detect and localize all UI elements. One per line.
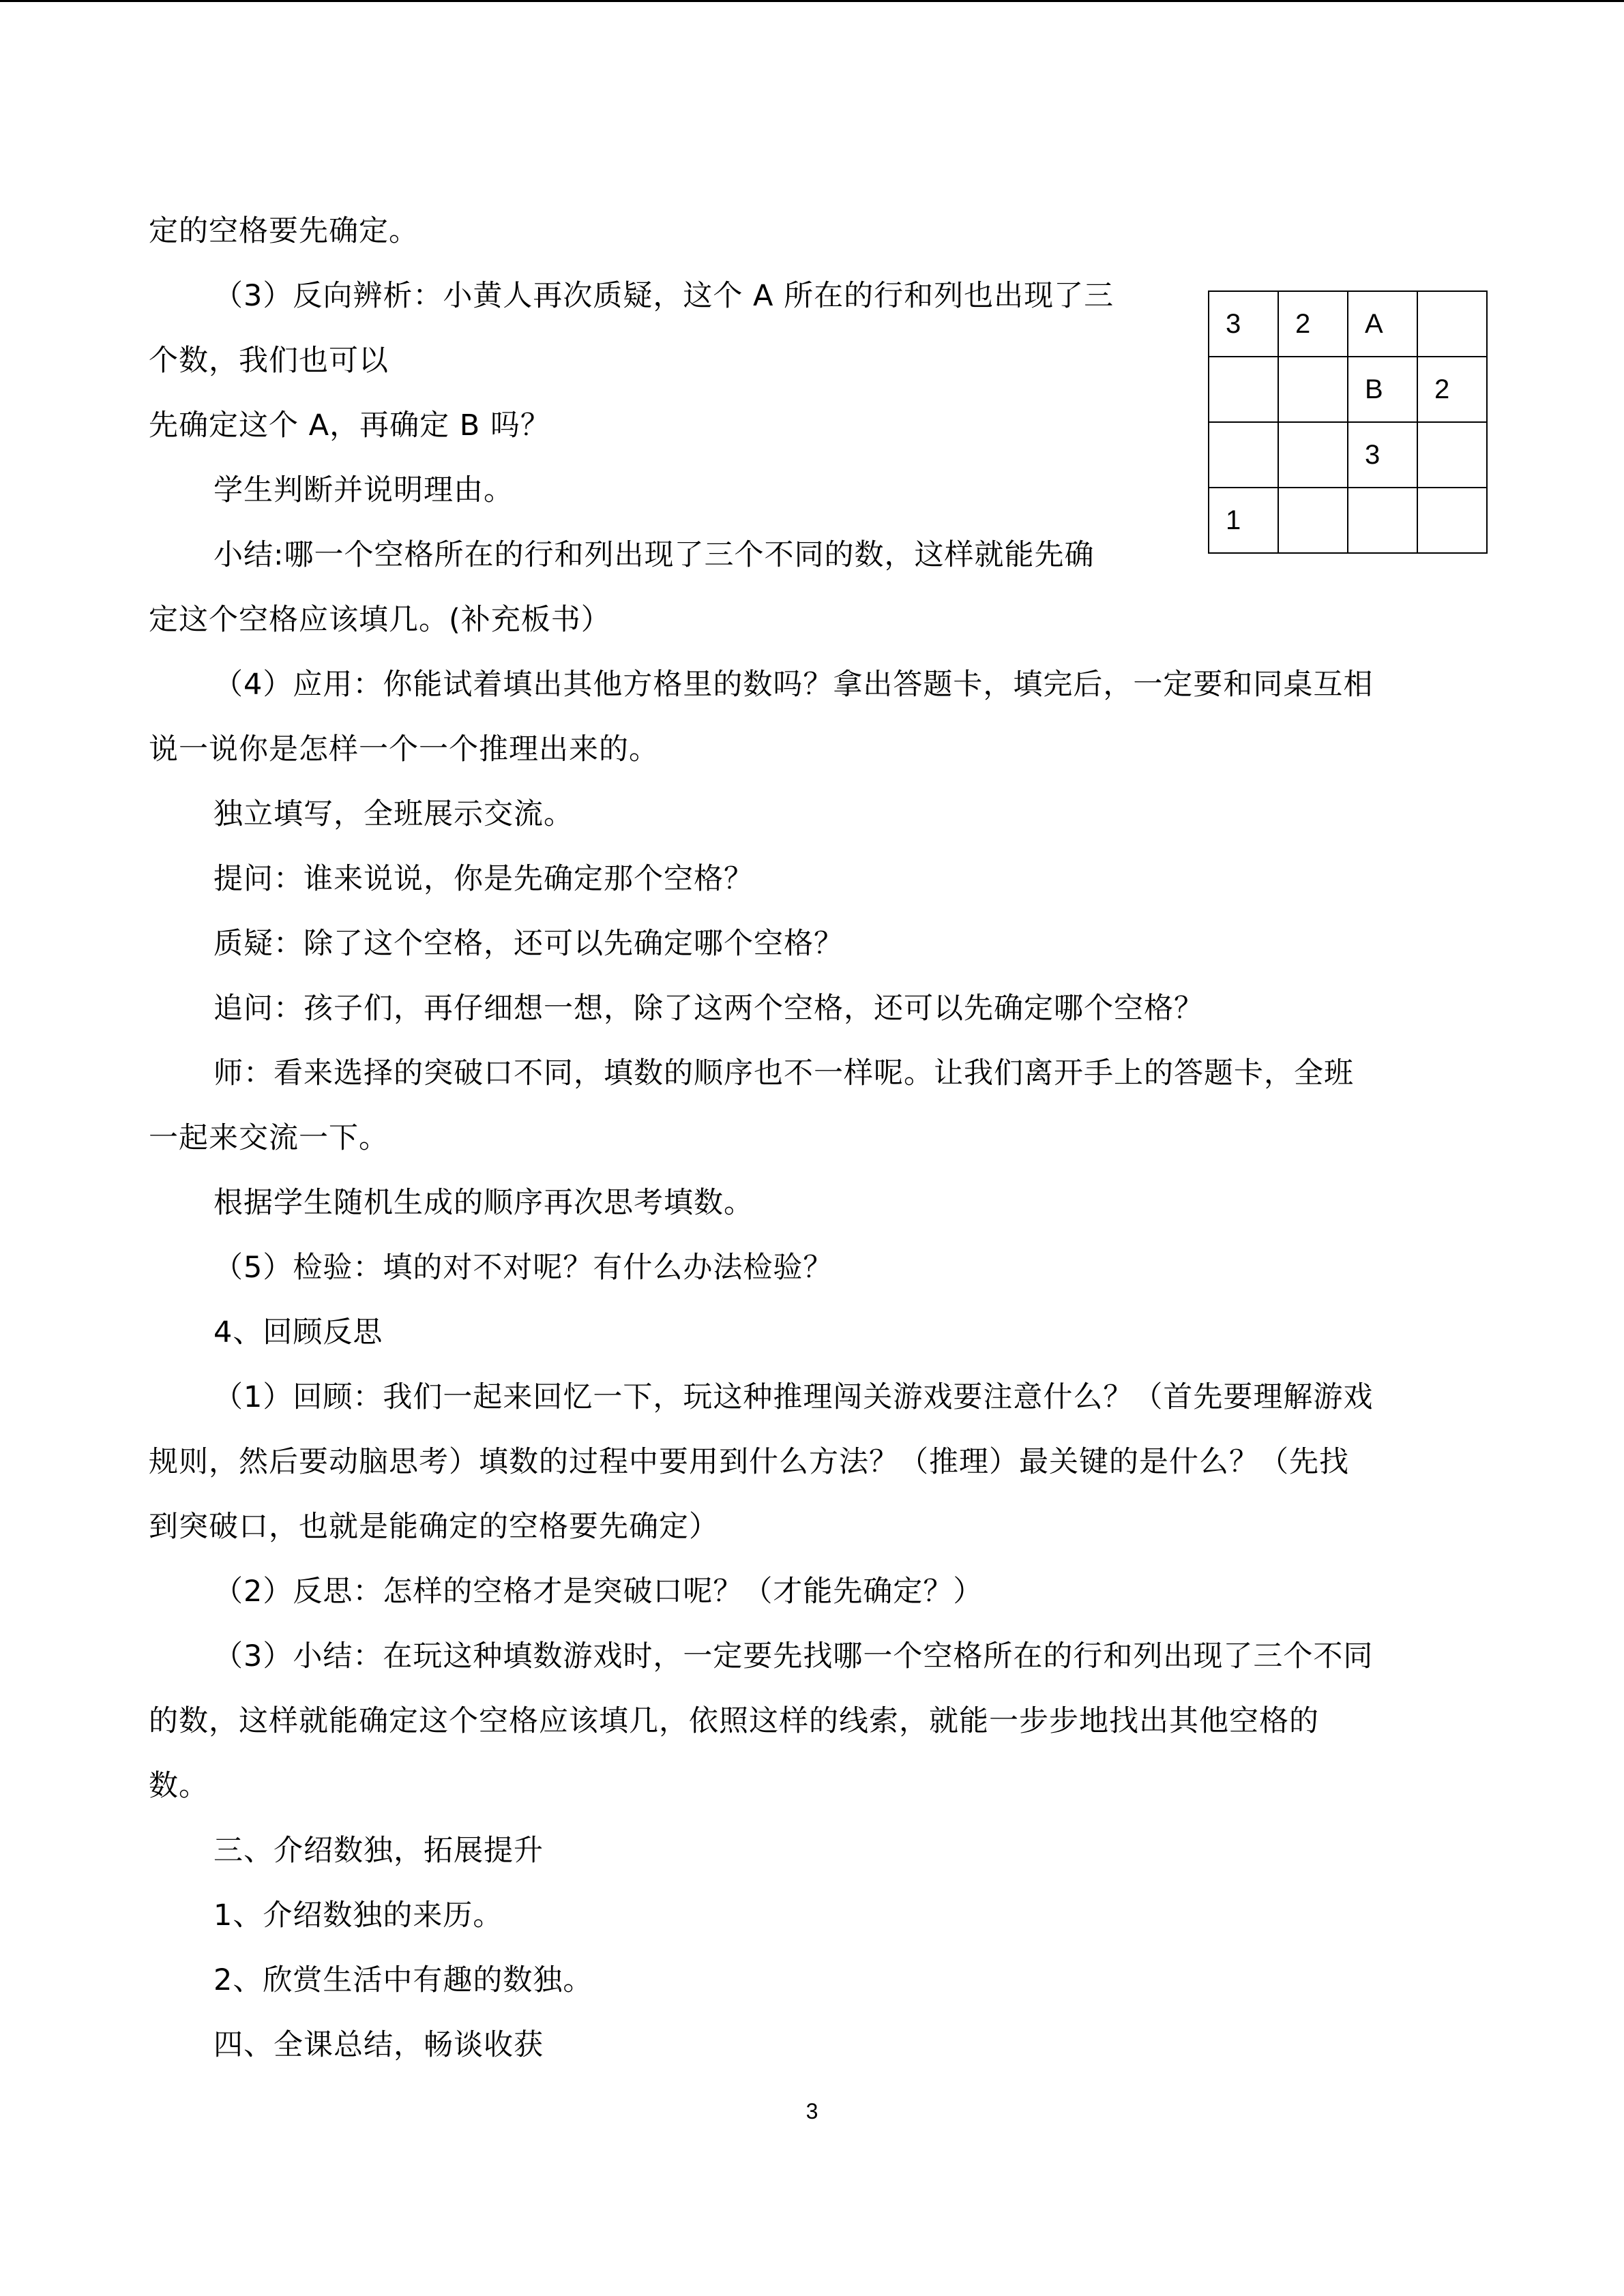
grid-cell	[1209, 357, 1278, 422]
grid-cell	[1278, 357, 1348, 422]
text-line: 说一说你是怎样一个一个推理出来的。	[149, 732, 659, 766]
grid-cell: 3	[1348, 422, 1417, 488]
grid-cell	[1417, 488, 1487, 553]
grid-cell: 1	[1209, 488, 1278, 553]
grid-row	[1209, 291, 1487, 357]
text-line: 数。	[149, 1769, 209, 1803]
section-heading: 4、回顾反思	[213, 1315, 383, 1350]
text-line: 先确定这个 A，再确定 B 吗？	[149, 408, 550, 443]
text-line: （3）反向辨析：小黄人再次质疑，这个 A 所在的行和列也出现了三	[213, 279, 1114, 313]
grid-row	[1209, 422, 1487, 488]
grid-row	[1209, 357, 1487, 422]
grid-row	[1209, 488, 1487, 553]
text-line: （3）小结：在玩这种填数游戏时，一定要先找哪一个空格所在的行和列出现了三个不同	[213, 1639, 1374, 1673]
page-number: 3	[806, 2099, 818, 2123]
grid-cell	[1278, 422, 1348, 488]
text-line: 个数，我们也可以	[149, 344, 389, 378]
text-line: 独立填写，全班展示交流。	[213, 797, 574, 831]
text-line: （4）应用：你能试着填出其他方格里的数吗？拿出答题卡，填完后，一定要和同桌互相	[213, 668, 1374, 702]
text-line: 追问：孩子们，再仔细想一想，除了这两个空格，还可以先确定哪个空格？	[213, 992, 1204, 1026]
text-line: （5）检验：填的对不对呢？有什么办法检验？	[213, 1251, 833, 1285]
section-heading: 三、介绍数独，拓展提升	[213, 1834, 544, 1868]
text-line: 学生判断并说明理由。	[213, 473, 514, 507]
text-line: （2）反思：怎样的空格才是突破口呢？（才能先确定？）	[213, 1575, 984, 1609]
text-line: 定的空格要先确定。	[149, 214, 419, 248]
grid-cell: B	[1348, 357, 1417, 422]
grid-cell	[1417, 422, 1487, 488]
text-line: 提问：谁来说说，你是先确定那个空格？	[213, 862, 754, 896]
top-border-line	[0, 0, 1624, 2]
grid-cell	[1417, 291, 1487, 357]
grid-cell: 2	[1417, 357, 1487, 422]
grid-cell: 2	[1278, 291, 1348, 357]
grid-cell	[1348, 488, 1417, 553]
section-heading: 四、全课总结，畅谈收获	[213, 2028, 544, 2062]
text-line: 质疑：除了这个空格，还可以先确定哪个空格？	[213, 927, 844, 961]
grid-cell: A	[1348, 291, 1417, 357]
grid-cell	[1278, 488, 1348, 553]
number-puzzle-grid	[1208, 290, 1488, 554]
grid-cell: 3	[1209, 291, 1278, 357]
text-line: 到突破口，也就是能确定的空格要先确定）	[149, 1510, 719, 1544]
text-line: （1）回顾：我们一起来回忆一下，玩这种推理闯关游戏要注意什么？（首先要理解游戏	[213, 1380, 1374, 1414]
grid-cell	[1209, 422, 1278, 488]
text-line: 小结:哪一个空格所在的行和列出现了三个不同的数，这样就能先确	[213, 538, 1095, 572]
text-line: 师：看来选择的突破口不同，填数的顺序也不一样呢。让我们离开手上的答题卡，全班	[213, 1056, 1354, 1090]
text-line: 定这个空格应该填几。(补充板书）	[149, 603, 611, 637]
text-line: 的数，这样就能确定这个空格应该填几，依照这样的线索，就能一步步地找出其他空格的	[149, 1704, 1319, 1738]
text-line: 规则，然后要动脑思考）填数的过程中要用到什么方法？（推理）最关键的是什么？（先找	[149, 1445, 1349, 1479]
text-line: 1、介绍数独的来历。	[213, 1898, 503, 1933]
text-line: 2、欣赏生活中有趣的数独。	[213, 1963, 593, 1997]
text-line: 一起来交流一下。	[149, 1121, 389, 1155]
text-line: 根据学生随机生成的顺序再次思考填数。	[213, 1186, 754, 1220]
